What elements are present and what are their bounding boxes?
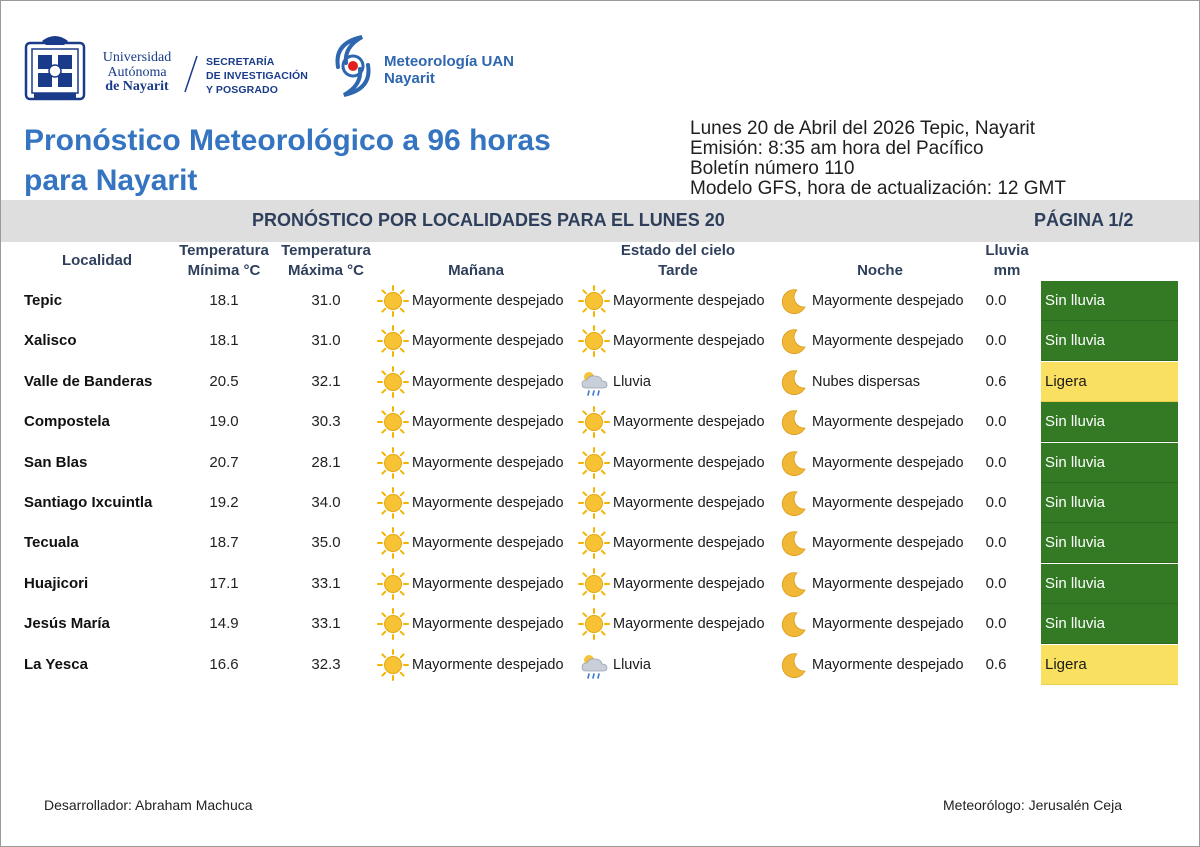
morning-sky-text: Mayormente despejado — [412, 414, 564, 431]
sun-icon — [377, 527, 409, 559]
locality-name: La Yesca — [24, 655, 88, 673]
sun-icon — [578, 447, 610, 479]
temp-min: 16.6 — [209, 655, 239, 673]
morning-sky-text: Mayormente despejado — [412, 535, 564, 552]
table-row — [0, 402, 1200, 442]
university-name: Universidad Autónoma de Nayarit — [102, 50, 172, 94]
night-sky-text: Nubes dispersas — [812, 373, 920, 390]
afternoon-sky-text: Mayormente despejado — [613, 454, 765, 471]
rain-mm: 0.0 — [985, 413, 1007, 431]
moon-icon — [777, 487, 809, 519]
issue-date: Lunes 20 de Abril del 2026 Tepic, Nayarit — [690, 118, 1036, 139]
locality-name: Valle de Banderas — [24, 372, 153, 390]
rain-mm: 0.6 — [985, 372, 1007, 390]
meteorologist-credit: Meteorólogo: Jerusalén Ceja — [943, 797, 1122, 813]
sun-icon — [578, 487, 610, 519]
afternoon-sky-text: Mayormente despejado — [613, 495, 765, 511]
developer-credit: Desarrollador: Abraham Machuca — [44, 797, 253, 813]
rain-status-badge: Sin lluvia — [1041, 443, 1178, 483]
moon-icon — [777, 568, 809, 600]
rain-status-badge: Sin lluvia — [1041, 321, 1178, 361]
sun-icon — [377, 487, 409, 519]
morning-sky-text: Mayormente despejado — [412, 333, 564, 350]
divider-slash — [183, 54, 199, 94]
temp-max: 35.0 — [311, 534, 341, 552]
rain-mm: 0.0 — [985, 534, 1007, 552]
rain-mm: 0.0 — [985, 615, 1007, 633]
col-night: Noche — [857, 262, 903, 279]
locality-name: Jesús María — [24, 615, 110, 633]
rain-status-badge: Sin lluvia — [1041, 523, 1178, 563]
morning-sky-text: Mayormente despejado — [412, 616, 564, 633]
sun-icon — [377, 649, 409, 681]
model-info: Modelo GFS, hora de actualización: 12 GMT — [690, 178, 1066, 199]
temp-min: 20.5 — [209, 372, 239, 390]
night-sky-text: Mayormente despejado — [812, 616, 964, 633]
moon-icon — [777, 366, 809, 398]
temp-max: 33.1 — [311, 574, 341, 592]
table-row — [0, 564, 1200, 604]
table-row — [0, 362, 1200, 402]
moon-icon — [777, 649, 809, 681]
issue-info — [690, 119, 1066, 199]
col-tmax: Temperatura Máxima °C — [281, 242, 371, 279]
morning-sky-text: Mayormente despejado — [412, 495, 564, 511]
temp-min: 18.1 — [209, 332, 239, 350]
sun-icon — [578, 285, 610, 317]
rain-status-badge: Sin lluvia — [1041, 604, 1178, 644]
table-row — [0, 281, 1200, 321]
page-indicator: PÁGINA 1/2 — [1034, 210, 1134, 230]
sun-icon — [578, 527, 610, 559]
morning-sky-text: Mayormente despejado — [412, 575, 564, 592]
temp-max: 28.1 — [311, 453, 341, 471]
table-row — [0, 645, 1200, 685]
sun-icon — [578, 325, 610, 357]
afternoon-sky-text: Mayormente despejado — [613, 293, 765, 309]
col-rain: Lluvia mm — [985, 242, 1029, 279]
locality-name: Compostela — [24, 413, 110, 431]
temp-min: 14.9 — [209, 615, 239, 633]
col-sky-group: Estado del cielo — [620, 242, 736, 259]
temp-max: 32.3 — [311, 655, 341, 673]
night-sky-text: Mayormente despejado — [812, 293, 964, 309]
table-row — [0, 321, 1200, 361]
temp-min: 20.7 — [209, 453, 239, 471]
temp-min: 19.0 — [209, 413, 239, 431]
rain-mm: 0.0 — [985, 453, 1007, 471]
locality-name: Santiago Ixcuintla — [24, 494, 153, 511]
temp-max: 34.0 — [311, 494, 341, 511]
night-sky-text: Mayormente despejado — [812, 454, 964, 471]
table-row — [0, 483, 1200, 523]
rain-mm: 0.0 — [985, 574, 1007, 592]
morning-sky-text: Mayormente despejado — [412, 454, 564, 471]
afternoon-sky-text: Mayormente despejado — [613, 575, 765, 592]
sun-icon — [377, 325, 409, 357]
col-morning: Mañana — [448, 262, 504, 279]
rain-mm: 0.0 — [985, 332, 1007, 350]
sun-icon — [578, 406, 610, 438]
moon-icon — [777, 325, 809, 357]
table-row — [0, 443, 1200, 483]
sun-icon — [377, 608, 409, 640]
night-sky-text: Mayormente despejado — [812, 495, 964, 511]
university-crest-logo — [20, 31, 90, 103]
locality-name: Tepic — [24, 292, 63, 309]
rain-mm: 0.6 — [985, 655, 1007, 673]
temp-max: 31.0 — [311, 292, 341, 309]
afternoon-sky-text: Mayormente despejado — [613, 616, 765, 633]
rain-status-badge: Sin lluvia — [1041, 564, 1178, 604]
temp-max: 33.1 — [311, 615, 341, 633]
rain-cloud-icon — [578, 649, 610, 681]
col-tmin: Temperatura Mínima °C — [179, 242, 269, 279]
afternoon-sky-text: Mayormente despejado — [613, 535, 765, 552]
afternoon-sky-text: Mayormente despejado — [613, 333, 765, 350]
afternoon-sky-text: Mayormente despejado — [613, 414, 765, 431]
temp-min: 18.1 — [209, 292, 239, 309]
secretariat-name: SECRETARÍA DE INVESTIGACIÓN Y POSGRADO — [206, 56, 308, 96]
rain-mm: 0.0 — [985, 292, 1007, 309]
temp-min: 18.7 — [209, 534, 239, 552]
night-sky-text: Mayormente despejado — [812, 414, 964, 431]
morning-sky-text: Mayormente despejado — [412, 373, 564, 390]
sun-icon — [377, 447, 409, 479]
moon-icon — [777, 447, 809, 479]
hurricane-logo — [328, 33, 378, 99]
sun-icon — [578, 568, 610, 600]
section-title: PRONÓSTICO POR LOCALIDADES PARA EL LUNES 20 — [252, 210, 725, 230]
col-afternoon: Tarde — [658, 262, 698, 279]
temp-min: 19.2 — [209, 494, 239, 511]
rain-status-badge: Sin lluvia — [1041, 483, 1178, 523]
page-title: Pronóstico Meteorológico a 96 horas para Nayarit — [24, 124, 551, 197]
moon-icon — [777, 608, 809, 640]
temp-max: 32.1 — [311, 372, 341, 390]
sun-icon — [578, 608, 610, 640]
temp-max: 31.0 — [311, 332, 341, 350]
rain-status-badge: Sin lluvia — [1041, 402, 1178, 442]
locality-name: Tecuala — [24, 534, 79, 552]
rain-cloud-icon — [578, 366, 610, 398]
sun-icon — [377, 285, 409, 317]
sun-icon — [377, 568, 409, 600]
temp-max: 30.3 — [311, 413, 341, 431]
locality-name: Xalisco — [24, 332, 77, 350]
afternoon-sky-text: Lluvia — [613, 656, 651, 673]
moon-icon — [777, 285, 809, 317]
rain-status-badge: Ligera — [1041, 362, 1178, 402]
night-sky-text: Mayormente despejado — [812, 656, 964, 673]
rain-mm: 0.0 — [985, 494, 1007, 511]
issue-time: Emisión: 8:35 am hora del Pacífico — [690, 138, 984, 159]
meteo-uan-name: Meteorología UAN Nayarit — [384, 53, 515, 87]
rain-status-badge: Ligera — [1041, 645, 1178, 685]
sun-icon — [377, 366, 409, 398]
table-row — [0, 523, 1200, 563]
night-sky-text: Mayormente despejado — [812, 333, 964, 350]
table-row — [0, 604, 1200, 644]
locality-name: San Blas — [24, 453, 88, 471]
col-locality: Localidad — [61, 252, 132, 269]
temp-min: 17.1 — [209, 574, 239, 592]
moon-icon — [777, 406, 809, 438]
moon-icon — [777, 527, 809, 559]
locality-name: Huajicori — [24, 574, 89, 592]
rain-status-badge: Sin lluvia — [1041, 281, 1178, 321]
bulletin-number: Boletín número 110 — [690, 158, 855, 179]
morning-sky-text: Mayormente despejado — [412, 656, 564, 673]
night-sky-text: Mayormente despejado — [812, 575, 964, 592]
sun-icon — [377, 406, 409, 438]
afternoon-sky-text: Lluvia — [613, 373, 651, 390]
morning-sky-text: Mayormente despejado — [412, 293, 564, 309]
night-sky-text: Mayormente despejado — [812, 535, 964, 552]
